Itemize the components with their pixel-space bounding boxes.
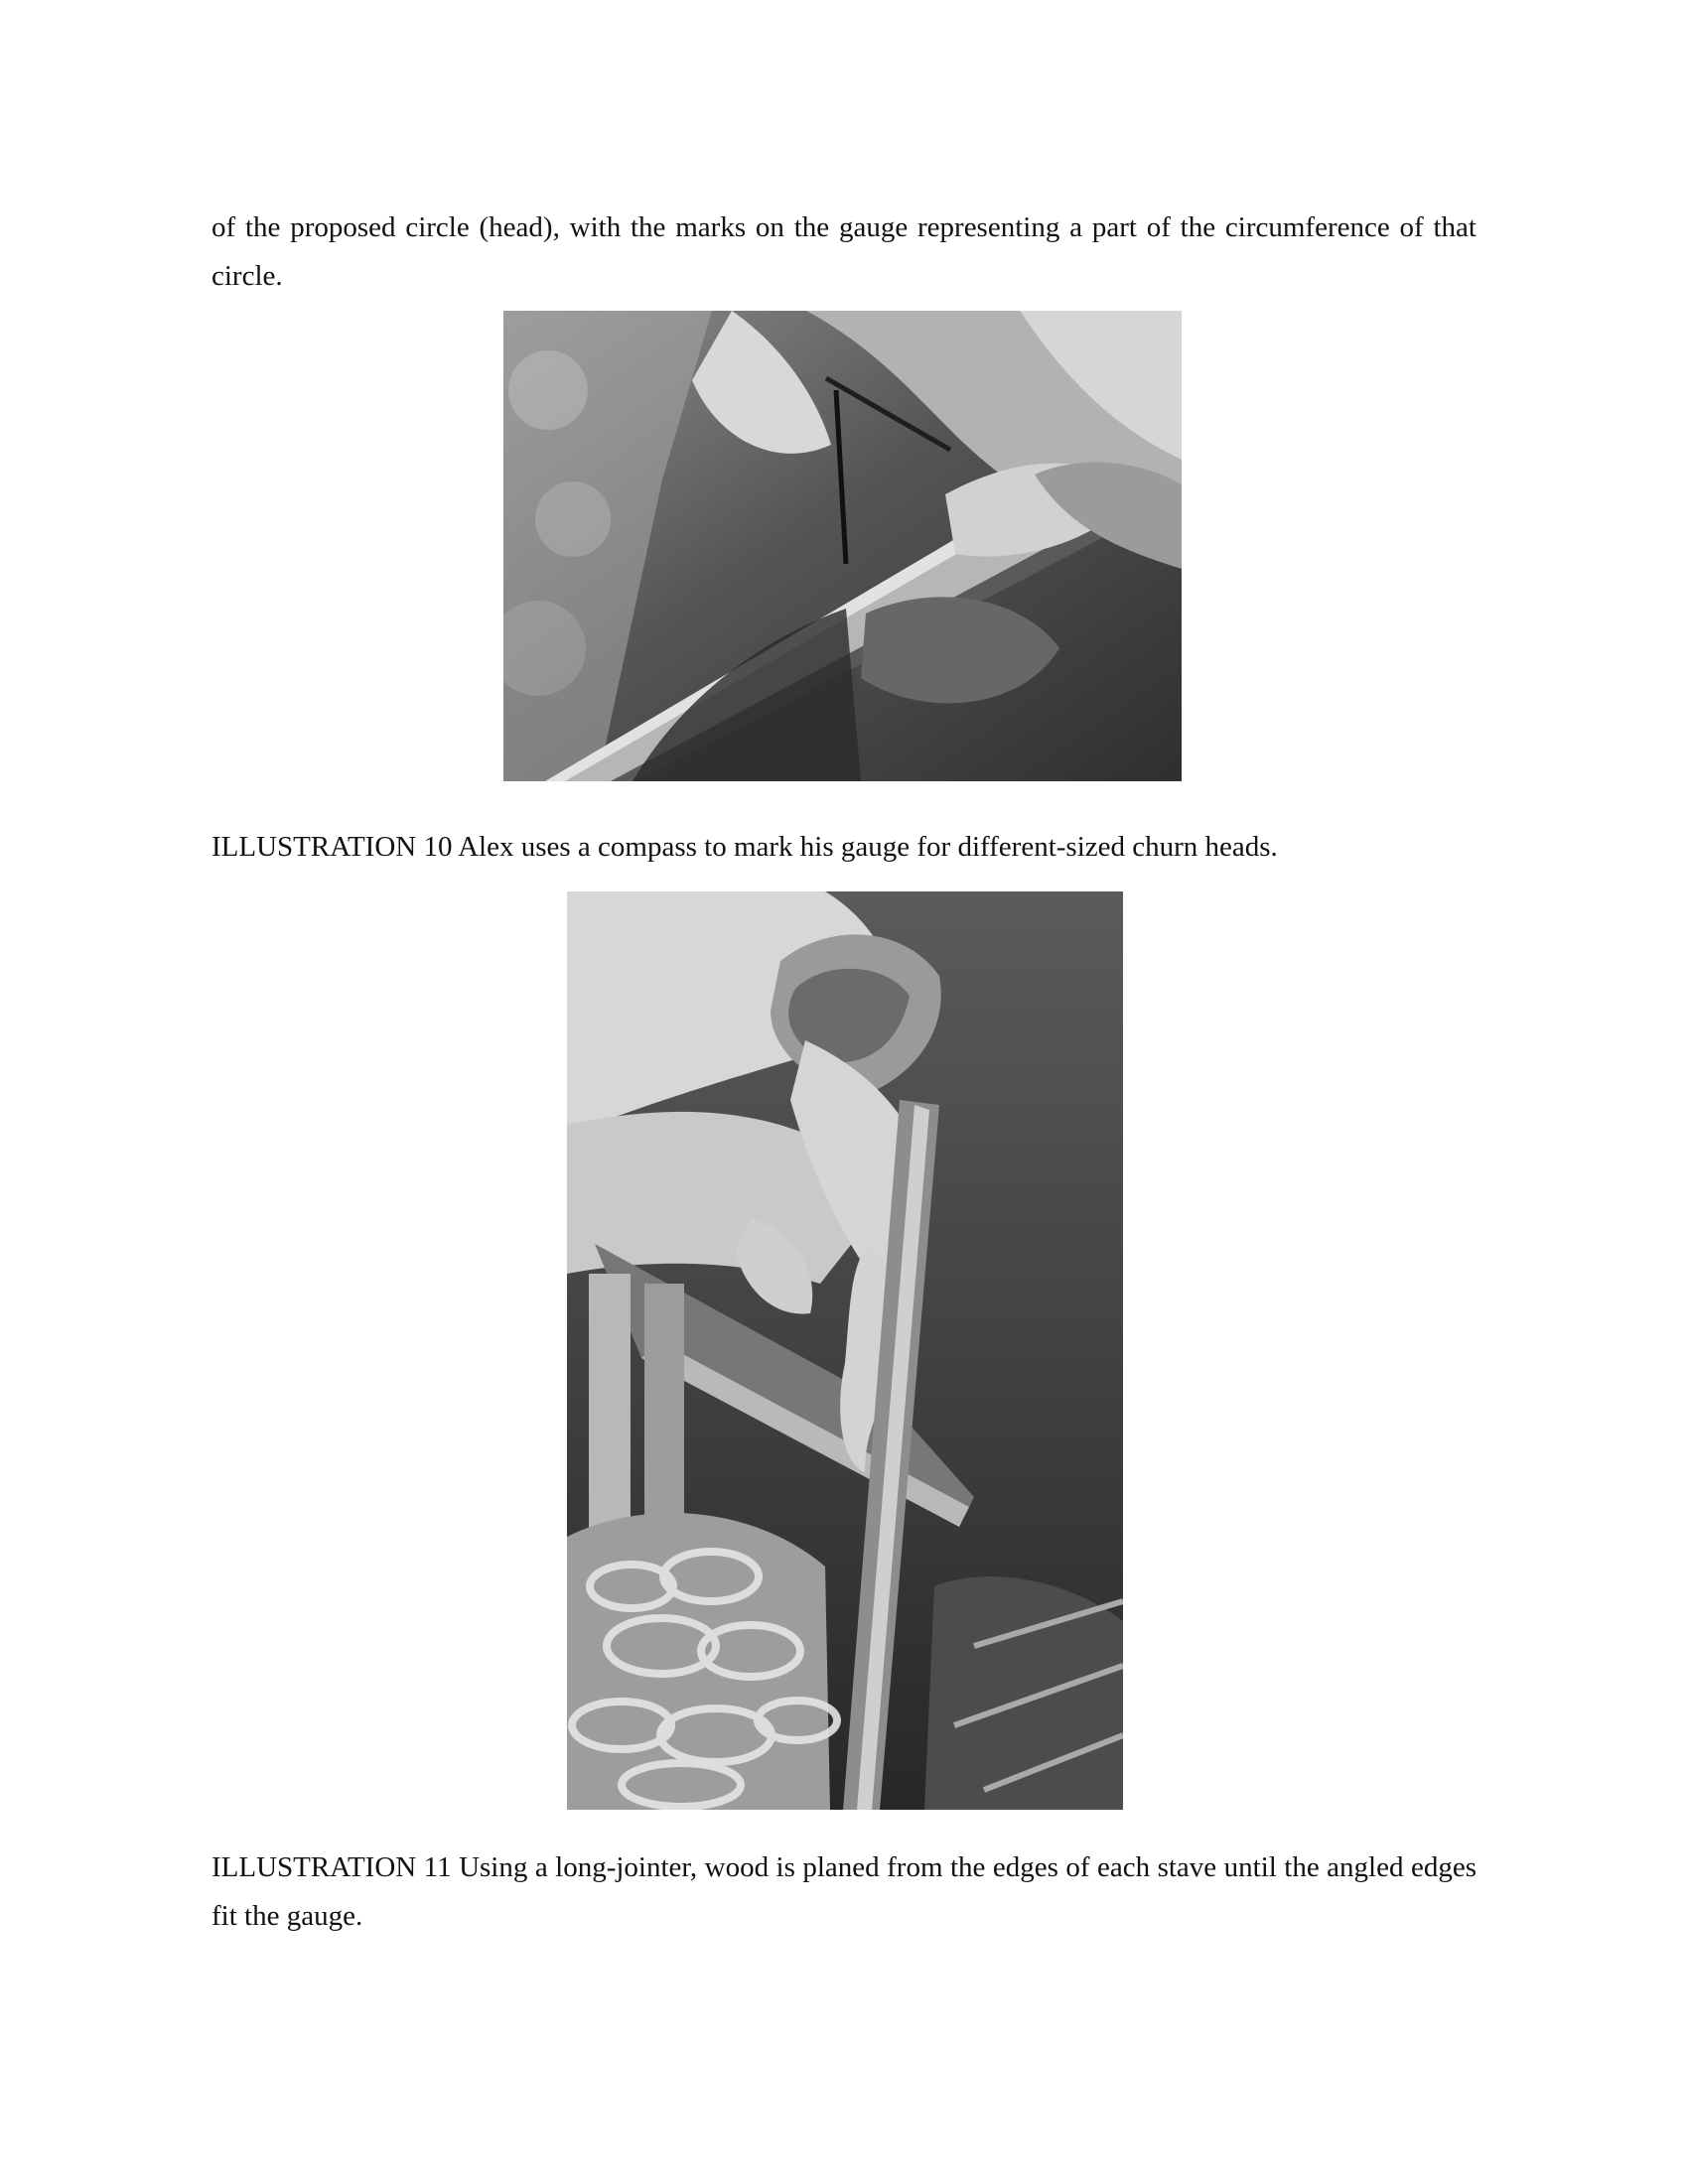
illustration-11-photo bbox=[567, 891, 1123, 1810]
illustration-11-caption: ILLUSTRATION 11 Using a long-jointer, wood is planed from the edges of each stave until the angled edges fit the gauge. bbox=[211, 1851, 1477, 1932]
intro-paragraph: of the proposed circle (head), with the marks on the gauge representing a part of the circumference of that circle. bbox=[211, 211, 1477, 292]
illustration-10-caption: ILLUSTRATION 10 Alex uses a compass to mark his gauge for different-sized churn heads. bbox=[211, 831, 1278, 863]
illustration-10-photo bbox=[503, 311, 1182, 781]
long-jointer-planing-photo bbox=[567, 891, 1123, 1810]
compass-marking-photo bbox=[503, 311, 1182, 781]
